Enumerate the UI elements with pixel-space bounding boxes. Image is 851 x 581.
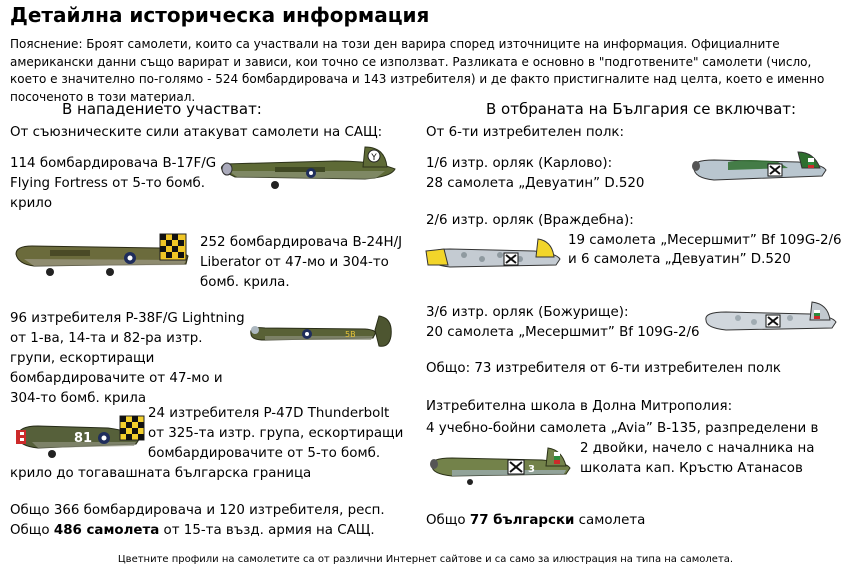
- attack-total-bold: 486 самолета: [53, 523, 160, 538]
- avia-b135-image: [424, 444, 576, 486]
- page-title: Детайлна историческа информация: [10, 3, 430, 27]
- b17-flying-fortress-image: [215, 145, 400, 195]
- group-1-name: 1/6 изтр. орляк (Карлово):: [426, 156, 613, 171]
- group-2-name: 2/6 изтр. орляк (Враждебна):: [426, 213, 634, 228]
- b17-description: 114 бомбардировача B-17F/G Flying Fortress от 5-то бомб. крило: [10, 156, 217, 211]
- p47-description-bottom: крило до тогавашната българска граница: [10, 466, 312, 481]
- regiment-total: Общо: 73 изтребителя от 6-ти изтребителен полк: [426, 361, 782, 376]
- group-3-name: 3/6 изтр. орляк (Божурище):: [426, 305, 629, 320]
- school-line1: 4 учебно-бойни самолета „Avia” B-135, разпределени в: [426, 421, 819, 436]
- attack-total-line2: Общо 486 самолета от 15-та възд. армия на САЩ.: [10, 523, 375, 538]
- b24-tail-checkers: [160, 234, 186, 260]
- group-3-line: 20 самолета „Месершмит” Bf 109G-2/6: [426, 325, 700, 340]
- defense-heading: В отбраната на България се включват:: [486, 100, 797, 118]
- attack-total-line1: Общо 366 бомбардировача и 120 изтребителя, респ.: [10, 503, 385, 518]
- p38-description: 96 изтребителя P-38F/G Lightning от 1-ва, 14-та и 82-ра изтр. групи, ескортиращи бомбардировачите от 47-мо и 304-то бомб. крила: [10, 311, 245, 406]
- p47-description-top: 24 изтребителя P-47D Thunderbolt от 325-та изтр. група, ескортиращи бомбардировачите от 5-то бомб.: [148, 406, 404, 461]
- defense-intro: От 6-ти изтребителен полк:: [426, 125, 624, 140]
- school-line3: школата кап. Кръстю Атанасов: [580, 461, 803, 476]
- p47-tail-checkers: [120, 416, 144, 440]
- p38-lightning-image: [245, 312, 405, 352]
- bf109-yellow-nose-image: [424, 235, 564, 277]
- group-2-line1: 19 самолета „Месершмит” Bf 109G-2/6: [568, 233, 842, 248]
- group-1-line: 28 самолета „Девуатин” D.520: [426, 176, 645, 191]
- dewoitine-d520-image: [688, 148, 830, 190]
- bf109-grey-image: [700, 300, 840, 340]
- school-name: Изтребителна школа в Долна Митрополия:: [426, 399, 733, 414]
- svg-text:5B: 5B: [345, 330, 356, 339]
- p47-thunderbolt-image: [8, 412, 148, 460]
- school-line2: 2 двойки, начело с началника на: [580, 441, 815, 456]
- attack-intro: От съюзническите сили атакуват самолети на САЩ:: [10, 125, 383, 140]
- explanation-note: Пояснение: Броят самолети, които са участвали на този ден варира според източниците на информация. Официалните американски данни също варират и зависи, кои точно се използват. Разликата е основно в "подготвените" самолети (число, което е значително по-голямо - 524 бомбардировача и 143 изтребителя) и де факто пристигналите над целта, което е именно посоченото в този материал.: [10, 37, 825, 104]
- avia-code: 3: [528, 464, 535, 475]
- b24-description: 252 бомбардировача B-24H/J Liberator от 47-мо и 304-то бомб. крила.: [200, 235, 403, 290]
- defense-total: Общо 77 български самолета: [426, 513, 646, 528]
- attack-heading: В нападението участват:: [62, 100, 262, 118]
- footnote: Цветните профили на самолетите са от различни Интернет сайтове и са само за илюстрация на типа на самолета.: [117, 554, 734, 565]
- b24-liberator-image: [10, 232, 200, 278]
- p47-code: 81: [74, 431, 93, 446]
- defense-total-bold: 77 български: [469, 513, 575, 528]
- group-2-line2: и 6 самолета „Девуатин” D.520: [568, 252, 791, 267]
- svg-text:Y: Y: [371, 153, 377, 163]
